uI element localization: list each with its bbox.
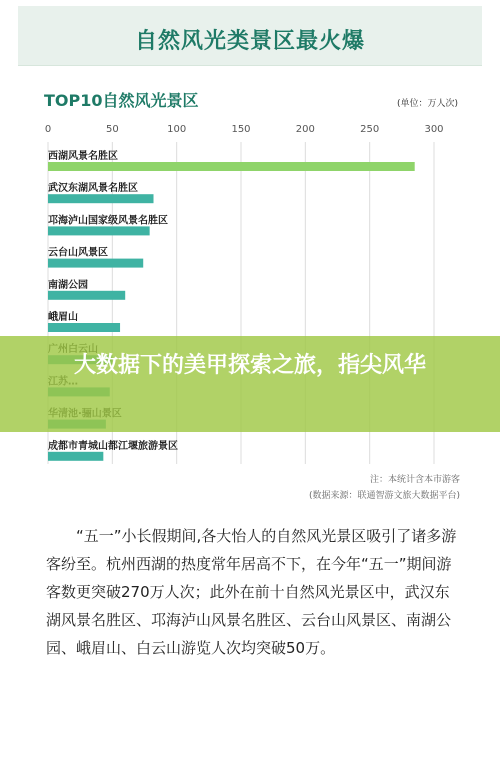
category-label: 南湖公园 — [48, 279, 88, 291]
bar — [48, 194, 154, 203]
bar — [48, 452, 103, 461]
article-text: “五一”小长假期间,各大怡人的自然风光景区吸引了诸多游客纷至。杭州西湖的热度常年居高不下，在今年“五一”期间游客数更突破270万人次；此外在前十自然风光景区中，武汉东湖风景名胜区、邛海泸山风景名胜区、云台山风景区、南湖公园、峨眉山、白云山游览人次均突破50万。 — [46, 527, 457, 657]
x-tick-label: 200 — [295, 124, 315, 135]
bar — [48, 162, 415, 171]
bar — [48, 291, 125, 300]
article-paragraph — [46, 522, 460, 662]
category-label: 峨眉山 — [48, 312, 78, 323]
chart-unit: (单位：万人次) — [396, 99, 458, 109]
category-label: 西湖风景名胜区 — [48, 151, 118, 162]
overlay-banner — [0, 336, 500, 432]
x-tick-label: 100 — [167, 124, 187, 135]
x-tick-label: 0 — [44, 124, 52, 135]
bar — [48, 259, 143, 268]
page-title: 自然风光类景区最火爆 — [134, 29, 365, 54]
x-tick-label: 250 — [360, 124, 380, 135]
category-label: 武汉东湖风景名胜区 — [48, 183, 138, 195]
bar — [48, 323, 120, 332]
x-tick-label: 50 — [105, 124, 119, 135]
category-label: 云台山风景区 — [48, 247, 108, 259]
category-label: 成都市青城山都江堰旅游景区 — [48, 440, 178, 452]
category-label: 邛海泸山国家级风景名胜区 — [48, 215, 168, 227]
note-scope: 注：本统计含本市游客 — [369, 475, 460, 485]
chart-title: TOP10自然风光景区 — [44, 91, 199, 110]
header-band — [18, 6, 482, 66]
note-source: (数据来源：联通智游文旅大数据平台) — [308, 491, 460, 501]
bar — [48, 226, 150, 235]
x-tick-label: 300 — [424, 124, 444, 135]
x-tick-label: 150 — [231, 124, 251, 135]
banner-title: 大数据下的美甲探索之旅，指尖风华 — [73, 353, 426, 378]
